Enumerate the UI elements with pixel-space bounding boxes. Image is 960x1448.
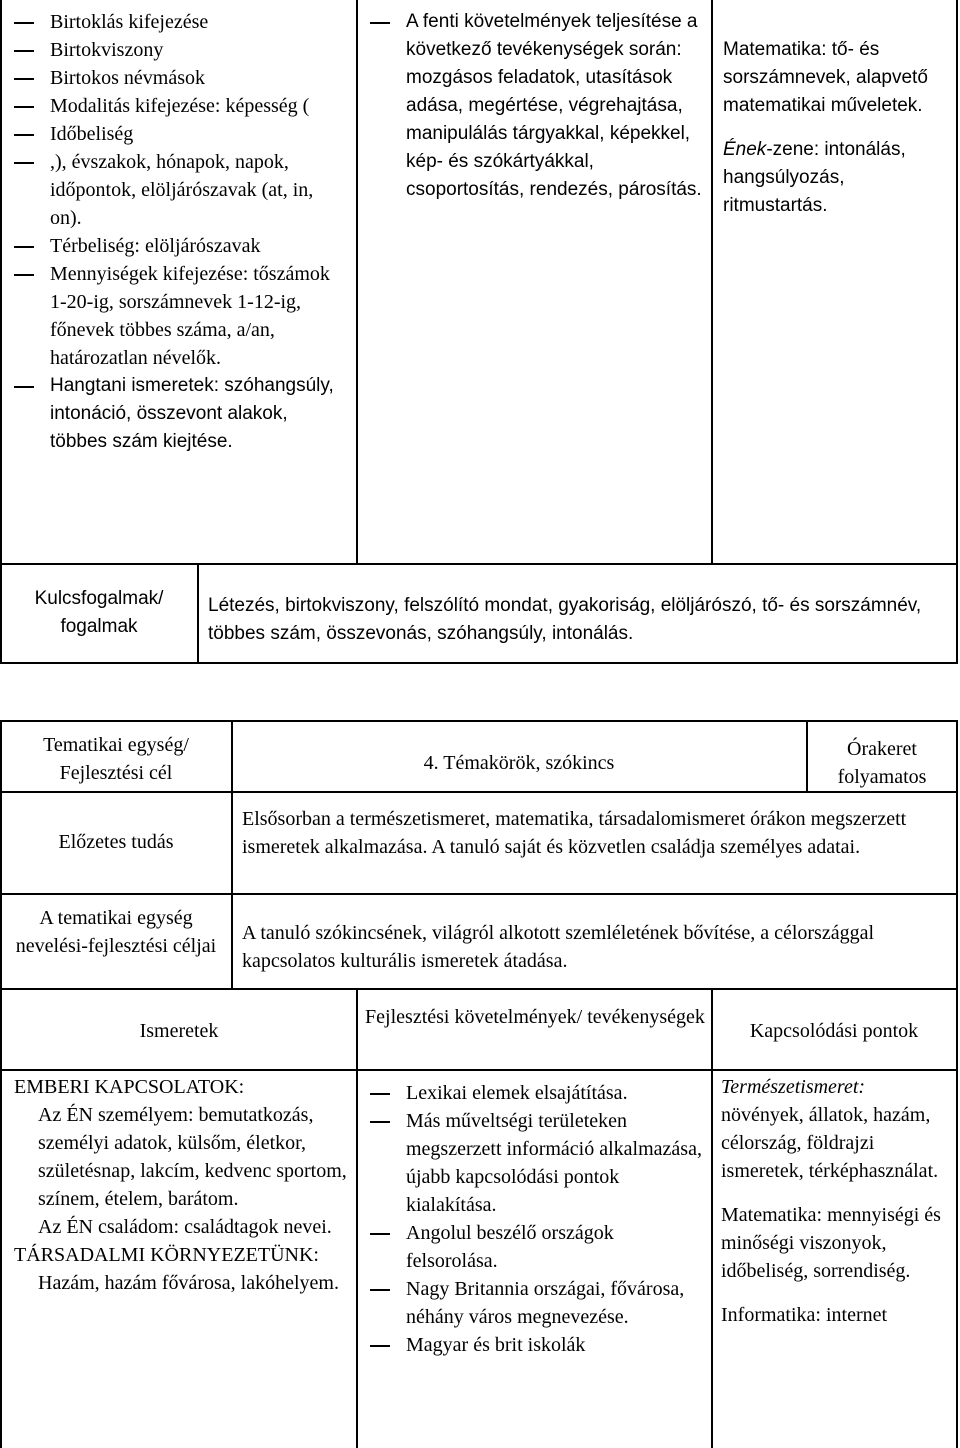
goals-label: A tematikai egység nevelési-fejlesztési céljai xyxy=(15,907,217,957)
goals-text: A tanuló szókincsének, világról alkotott szemléletének bővítése, a célországgal kapcsolatos kulturális ismeretek átadása. xyxy=(242,922,875,972)
list-item: Birtokos névmások xyxy=(14,64,344,92)
prior-knowledge-label: Előzetes tudás xyxy=(58,831,174,853)
links-header: Kapcsolódási pontok xyxy=(749,1020,919,1042)
list-item: Angolul beszélő országok felsorolása. xyxy=(370,1219,702,1275)
list-item: Térbeliség: elöljárószavak xyxy=(14,232,344,260)
list-item: Birtoklás kifejezése xyxy=(14,8,344,36)
requirements-header: Fejlesztési követelmények/ tevékenységek xyxy=(365,1006,705,1028)
math-link-text: Matematika: mennyiségi és minőségi viszonyok, időbeliség, sorrendiség. xyxy=(721,1204,941,1282)
section-heading: EMBERI KAPCSOLATOK: xyxy=(14,1076,245,1098)
key-concepts-label: Kulcsfogalmak/ fogalmak xyxy=(34,588,164,637)
links-cell-bottom xyxy=(721,1073,951,1329)
math-link: Matematika: tő- és sorszámnevek, alapvető matematikai műveletek. xyxy=(723,39,928,116)
activities-list xyxy=(370,8,702,204)
list-item: Mennyiségek kifejezése: tőszámok 1-20-ig, sorszámnevek 1-12-ig, főnevek többes száma, a/an, határozatlan névelők. xyxy=(14,260,344,372)
content-list xyxy=(14,8,344,456)
knowledge-header: Ismeretek xyxy=(139,1020,219,1042)
section-heading: TÁRSADALMI KÖRNYEZETÜNK: xyxy=(14,1244,319,1266)
links-cell xyxy=(723,36,948,220)
list-item: Nagy Britannia országai, fővárosa, néhány város megnevezése. xyxy=(370,1275,702,1331)
knowledge-cell xyxy=(14,1073,350,1297)
requirements-cell xyxy=(370,1079,702,1359)
key-concepts-text: Létezés, birtokviszony, felszólító mondat, gyakoriság, elöljárószó, tő- és sorszámnév, többes szám, összevonás, szóhangsúly, intonálás. xyxy=(208,595,922,644)
nature-link-label: Természetismeret: xyxy=(721,1076,866,1098)
knowledge-item: Hazám, hazám fővárosa, lakóhelyem. xyxy=(38,1272,339,1294)
music-link: Ének-zene: intonálás, hangsúlyozás, ritmustartás. xyxy=(723,139,906,216)
list-item: Időbeliség xyxy=(14,120,344,148)
list-item: Magyar és brit iskolák xyxy=(370,1331,702,1359)
it-link-text: Informatika: internet xyxy=(721,1304,888,1326)
knowledge-item: Az ÉN személyem: bemutatkozás, személyi adatok, külsőm, életkor, születésnap, lakcím, kedvenc sportom, színem, ételem, barátom. xyxy=(38,1104,347,1210)
list-item: Lexikai elemek elsajátítása. xyxy=(370,1079,702,1107)
prior-knowledge-text: Elsősorban a természetismeret, matematika, társadalomismeret órákon megszerzett ismeretek alkalmazása. A tanuló saját és közvetlen családja személyes adatai. xyxy=(242,808,907,858)
unit-title: 4. Témakörök, szókincs xyxy=(423,752,615,774)
unit-label: Tematikai egység/ Fejlesztési cél xyxy=(43,734,189,784)
list-item: Hangtani ismeretek: szóhangsúly, intonáció, összevont alakok, többes szám kiejtése. xyxy=(14,372,344,456)
list-item: ,), évszakok, hónapok, napok, időpontok, elöljárószavak (at, in, on). xyxy=(14,148,344,232)
list-item: Modalitás kifejezése: képesség ( xyxy=(14,92,344,120)
list-item: Birtokviszony xyxy=(14,36,344,64)
nature-link-text: növények, állatok, hazám, célország, földrajzi ismeretek, térképhasználat. xyxy=(721,1104,939,1182)
list-item: A fenti követelmények teljesítése a következő tevékenységek során: mozgásos feladatok, utasítások adása, megértése, végrehajtása, manipulálás tárgyakkal, képekkel, kép- és szókártyákkal, csoportosítás, rendezés, párosítás. xyxy=(370,8,702,204)
knowledge-item: Az ÉN családom: családtagok nevei. xyxy=(38,1216,332,1238)
list-item: Más műveltségi területeken megszerzett információ alkalmazása, újabb kapcsolódási pontok kialakítása. xyxy=(370,1107,702,1219)
hours-label: Órakeret folyamatos xyxy=(837,738,927,788)
